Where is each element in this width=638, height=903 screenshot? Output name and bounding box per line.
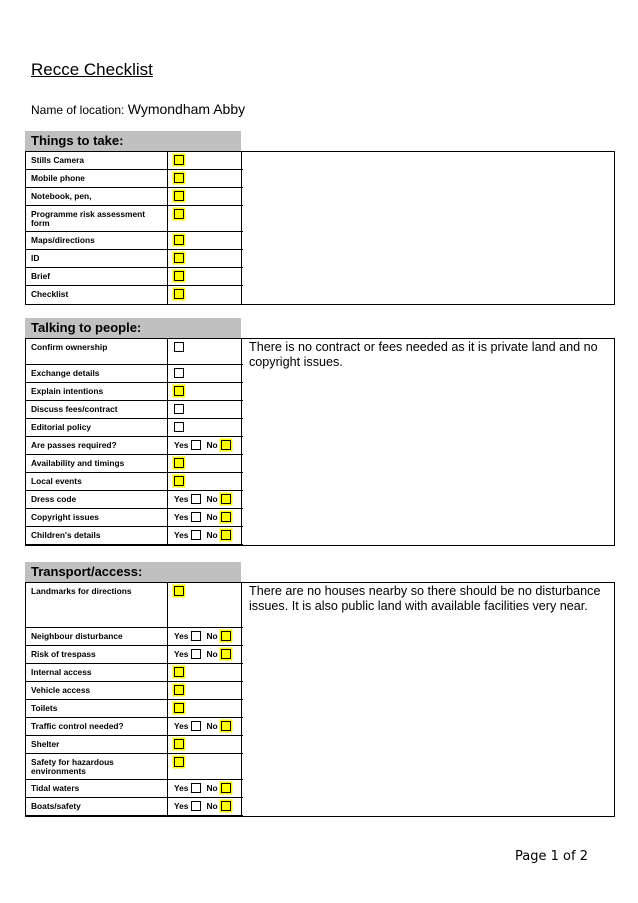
checkbox-no[interactable]: [221, 649, 231, 659]
checklist-row: [26, 437, 243, 455]
no-label: No: [206, 631, 218, 641]
check-cell: [168, 170, 242, 187]
section-things-to-take: [25, 131, 615, 305]
check-cell: [168, 754, 242, 779]
checkbox-yes[interactable]: [191, 801, 201, 811]
checklist-row: [26, 664, 243, 682]
item-label: Maps/directions: [26, 232, 168, 249]
check-cell: [168, 491, 242, 508]
item-label: Availability and timings: [26, 455, 168, 472]
section-header: Transport/access:: [25, 562, 241, 582]
check-cell: [168, 628, 242, 645]
yes-no-group: [174, 801, 234, 811]
checklist-row: [26, 583, 243, 628]
yes-no-group: [174, 530, 234, 540]
checklist-row: [26, 170, 243, 188]
checklist-row: [26, 798, 243, 816]
checkbox-yes[interactable]: [191, 649, 201, 659]
yes-no-group: [174, 494, 234, 504]
checkbox-safety-for-hazardous-environments[interactable]: [174, 757, 184, 767]
checkbox-no[interactable]: [221, 631, 231, 641]
check-cell: [168, 339, 242, 364]
no-label: No: [206, 801, 218, 811]
yes-label: Yes: [174, 783, 189, 793]
checklist-row: [26, 250, 243, 268]
item-label: Children's details: [26, 527, 168, 544]
item-label: Boats/safety: [26, 798, 168, 815]
section-notes: There are no houses nearby so there should be no disturbance issues. It is also public land with available facilities very near.: [249, 584, 601, 613]
checkbox-availability-and-timings[interactable]: [174, 458, 184, 468]
check-cell: [168, 646, 242, 663]
check-cell: [168, 268, 242, 285]
check-cell: [168, 365, 242, 382]
yes-label: Yes: [174, 494, 189, 504]
item-label: Mobile phone: [26, 170, 168, 187]
checklist-row: [26, 401, 243, 419]
check-cell: [168, 437, 242, 454]
item-label: Are passes required?: [26, 437, 168, 454]
check-cell: [168, 798, 242, 815]
section-header: Things to take:: [25, 131, 241, 151]
checklist-row: [26, 286, 243, 304]
item-label: Exchange details: [26, 365, 168, 382]
checkbox-editorial-policy[interactable]: [174, 422, 184, 432]
item-label: Vehicle access: [26, 682, 168, 699]
check-cell: [168, 232, 242, 249]
check-cell: [168, 401, 242, 418]
checklist-row: [26, 754, 243, 780]
item-label: Stills Camera: [26, 152, 168, 169]
yes-no-group: [174, 721, 234, 731]
checkbox-no[interactable]: [221, 801, 231, 811]
checkbox-no[interactable]: [221, 530, 231, 540]
yes-label: Yes: [174, 440, 189, 450]
item-label: Safety for hazardous environments: [26, 754, 168, 779]
checkbox-yes[interactable]: [191, 494, 201, 504]
checkbox-landmarks-for-directions[interactable]: [174, 586, 184, 596]
check-cell: [168, 780, 242, 797]
item-label: Local events: [26, 473, 168, 490]
item-label: Discuss fees/contract: [26, 401, 168, 418]
checklist-row: [26, 718, 243, 736]
yes-no-group: [174, 512, 234, 522]
checklist-row: [26, 206, 243, 232]
item-label: Dress code: [26, 491, 168, 508]
no-label: No: [206, 494, 218, 504]
checkbox-yes[interactable]: [191, 783, 201, 793]
no-label: No: [206, 440, 218, 450]
checklist-row: [26, 455, 243, 473]
checklist-row: [26, 365, 243, 383]
yes-label: Yes: [174, 512, 189, 522]
item-label: Editorial policy: [26, 419, 168, 436]
check-cell: [168, 736, 242, 753]
location-value: Wymondham Abby: [127, 101, 246, 117]
check-cell: [168, 527, 242, 544]
item-label: Risk of trespass: [26, 646, 168, 663]
check-cell: [168, 419, 242, 436]
item-label: Checklist: [26, 286, 168, 304]
check-cell: [168, 206, 242, 231]
check-cell: [168, 383, 242, 400]
no-label: No: [206, 530, 218, 540]
checkbox-no[interactable]: [221, 721, 231, 731]
checklist-row: [26, 232, 243, 250]
item-label: Brief: [26, 268, 168, 285]
checkbox-explain-intentions[interactable]: [174, 386, 184, 396]
section-notes: There is no contract or fees needed as it is private land and no copyright issues.: [249, 340, 598, 369]
checklist-row: [26, 491, 243, 509]
checkbox-yes[interactable]: [191, 440, 201, 450]
checkbox-discuss-fees-contract[interactable]: [174, 404, 184, 414]
item-label: Tidal waters: [26, 780, 168, 797]
checkbox-confirm-ownership[interactable]: [174, 342, 184, 352]
section-talking-to-people: [25, 318, 615, 546]
checkbox-no[interactable]: [221, 512, 231, 522]
section-table: [25, 582, 615, 817]
checklist-row: [26, 527, 243, 545]
checklist-row: [26, 700, 243, 718]
checklist-row: [26, 628, 243, 646]
item-label: Notebook, pen,: [26, 188, 168, 205]
checkbox-exchange-details[interactable]: [174, 368, 184, 378]
item-label: Copyright issues: [26, 509, 168, 526]
checklist-row: [26, 509, 243, 527]
checkbox-maps-directions[interactable]: [174, 235, 184, 245]
yes-label: Yes: [174, 649, 189, 659]
checklist-row: [26, 780, 243, 798]
checkbox-checklist[interactable]: [174, 289, 184, 299]
checkbox-brief[interactable]: [174, 271, 184, 281]
check-cell: [168, 509, 242, 526]
checklist-row: [26, 152, 243, 170]
check-cell: [168, 152, 242, 169]
yes-no-group: [174, 631, 234, 641]
check-cell: [168, 473, 242, 490]
yes-label: Yes: [174, 530, 189, 540]
checkbox-id[interactable]: [174, 253, 184, 263]
item-label: Explain intentions: [26, 383, 168, 400]
checkbox-stills-camera[interactable]: [174, 155, 184, 165]
item-label: Shelter: [26, 736, 168, 753]
checkbox-mobile-phone[interactable]: [174, 173, 184, 183]
check-cell: [168, 250, 242, 267]
checkbox-yes[interactable]: [191, 721, 201, 731]
item-label: Confirm ownership: [26, 339, 168, 364]
checkbox-programme-risk-assessment-form[interactable]: [174, 209, 184, 219]
checkbox-shelter[interactable]: [174, 739, 184, 749]
checkbox-yes[interactable]: [191, 631, 201, 641]
check-cell: [168, 700, 242, 717]
checkbox-notebook-pen[interactable]: [174, 191, 184, 201]
checkbox-yes[interactable]: [191, 530, 201, 540]
section-table: [25, 338, 615, 546]
yes-label: Yes: [174, 631, 189, 641]
checklist-row: [26, 383, 243, 401]
item-label: Landmarks for directions: [26, 583, 168, 627]
check-cell: [168, 682, 242, 699]
document-title: Recce Checklist: [31, 60, 153, 79]
check-cell: [168, 718, 242, 735]
yes-label: Yes: [174, 801, 189, 811]
yes-no-group: [174, 649, 234, 659]
item-label: Programme risk assessment form: [26, 206, 168, 231]
yes-label: Yes: [174, 721, 189, 731]
checklist-row: [26, 646, 243, 664]
checklist-row: [26, 419, 243, 437]
checkbox-no[interactable]: [221, 783, 231, 793]
page-number: Page 1 of 2: [515, 849, 588, 864]
checklist-row: [26, 736, 243, 754]
checkbox-internal-access[interactable]: [174, 667, 184, 677]
check-cell: [168, 286, 242, 304]
checklist-row: [26, 339, 243, 365]
yes-no-group: [174, 783, 234, 793]
no-label: No: [206, 649, 218, 659]
checklist-row: [26, 473, 243, 491]
location-label: Name of location:: [31, 103, 125, 117]
yes-no-group: [174, 440, 234, 450]
no-label: No: [206, 783, 218, 793]
checkbox-toilets[interactable]: [174, 703, 184, 713]
no-label: No: [206, 721, 218, 731]
item-label: Toilets: [26, 700, 168, 717]
check-cell: [168, 664, 242, 681]
section-header: Talking to people:: [25, 318, 241, 338]
checkbox-no[interactable]: [221, 440, 231, 450]
checklist-row: [26, 268, 243, 286]
checkbox-no[interactable]: [221, 494, 231, 504]
checkbox-yes[interactable]: [191, 512, 201, 522]
section-transport-access: [25, 562, 615, 817]
location-line: [31, 101, 245, 117]
item-label: Internal access: [26, 664, 168, 681]
checklist-row: [26, 188, 243, 206]
section-table: [25, 151, 615, 305]
check-cell: [168, 188, 242, 205]
check-cell: [168, 583, 242, 627]
checklist-row: [26, 682, 243, 700]
checkbox-vehicle-access[interactable]: [174, 685, 184, 695]
item-label: Traffic control needed?: [26, 718, 168, 735]
item-label: ID: [26, 250, 168, 267]
no-label: No: [206, 512, 218, 522]
item-label: Neighbour disturbance: [26, 628, 168, 645]
checkbox-local-events[interactable]: [174, 476, 184, 486]
check-cell: [168, 455, 242, 472]
